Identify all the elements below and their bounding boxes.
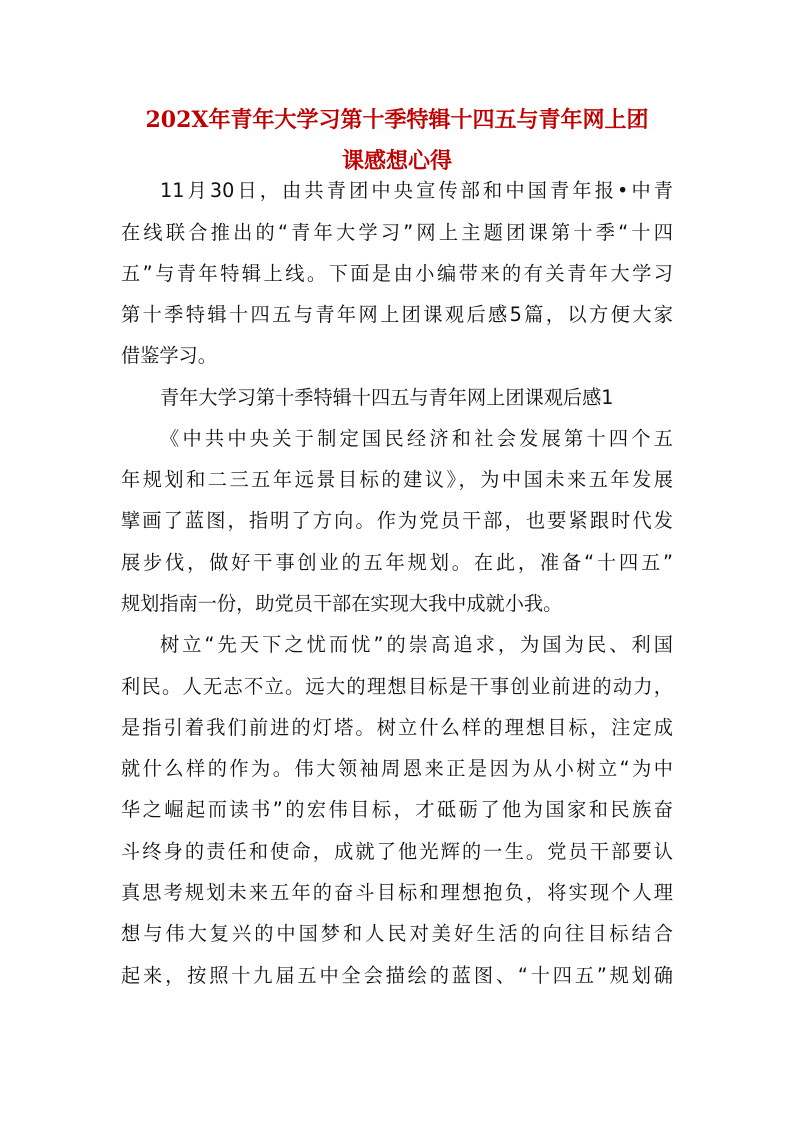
section-heading-1: 青年大学习第十季特辑十四五与青年网上团课观后感1 (160, 386, 614, 409)
paragraph-2-line-3: 擘画了蓝图，指明了方向。作为党员干部，也要紧跟时代发 (121, 509, 673, 532)
paragraph-2-line-1: 《中共中央关于制定国民经济和社会发展第十四个五 (160, 427, 673, 450)
paragraph-3-line-7: 真思考规划未来五年的奋斗目标和理想抱负，将实现个人理 (121, 881, 673, 904)
paragraph-1-line-1: 11月30日，由共青团中央宣传部和中国青年报•中青 (160, 179, 673, 202)
paragraph-2-line-5: 规划指南一份，助党员干部在实现大我中成就小我。 (121, 592, 563, 615)
document-title-line-1: 202X年青年大学习第十季特辑十四五与青年网上团 (145, 107, 649, 133)
paragraph-3-line-5: 华之崛起而读书”的宏伟目标，才砥砺了他为国家和民族奋 (121, 798, 673, 821)
paragraph-3-line-3: 是指引着我们前进的灯塔。树立什么样的理想目标，注定成 (121, 716, 673, 739)
paragraph-3-line-1: 树立“先天下之忧而忧”的崇高追求，为国为民、利国 (160, 633, 673, 656)
document-title-line-2: 课感想心得 (341, 148, 452, 174)
paragraph-3-line-4: 就什么样的作为。伟大领袖周恩来正是因为从小树立“为中 (121, 757, 673, 780)
paragraph-3-line-8: 想与伟大复兴的中国梦和人民对美好生活的向往目标结合 (121, 922, 673, 945)
paragraph-1-line-2: 在线联合推出的“青年大学习”网上主题团课第十季“十四 (121, 221, 673, 244)
paragraph-3-line-6: 斗终身的责任和使命，成就了他光辉的一生。党员干部要认 (121, 840, 673, 863)
paragraph-3-line-2: 利民。人无志不立。远大的理想目标是干事创业前进的动力， (121, 675, 673, 698)
paragraph-3-line-9: 起来，按照十九届五中全会描绘的蓝图、“十四五”规划确 (121, 964, 673, 987)
paragraph-2-line-2: 年规划和二三五年远景目标的建议》，为中国未来五年发展 (121, 468, 673, 491)
paragraph-1-line-5: 借鉴学习。 (121, 344, 217, 367)
paragraph-2-line-4: 展步伐，做好干事创业的五年规划。在此，准备“十四五” (121, 551, 673, 574)
paragraph-1-line-4: 第十季特辑十四五与青年网上团课观后感5篇，以方便大家 (121, 303, 673, 326)
paragraph-1-line-3: 五”与青年特辑上线。下面是由小编带来的有关青年大学习 (121, 262, 673, 285)
